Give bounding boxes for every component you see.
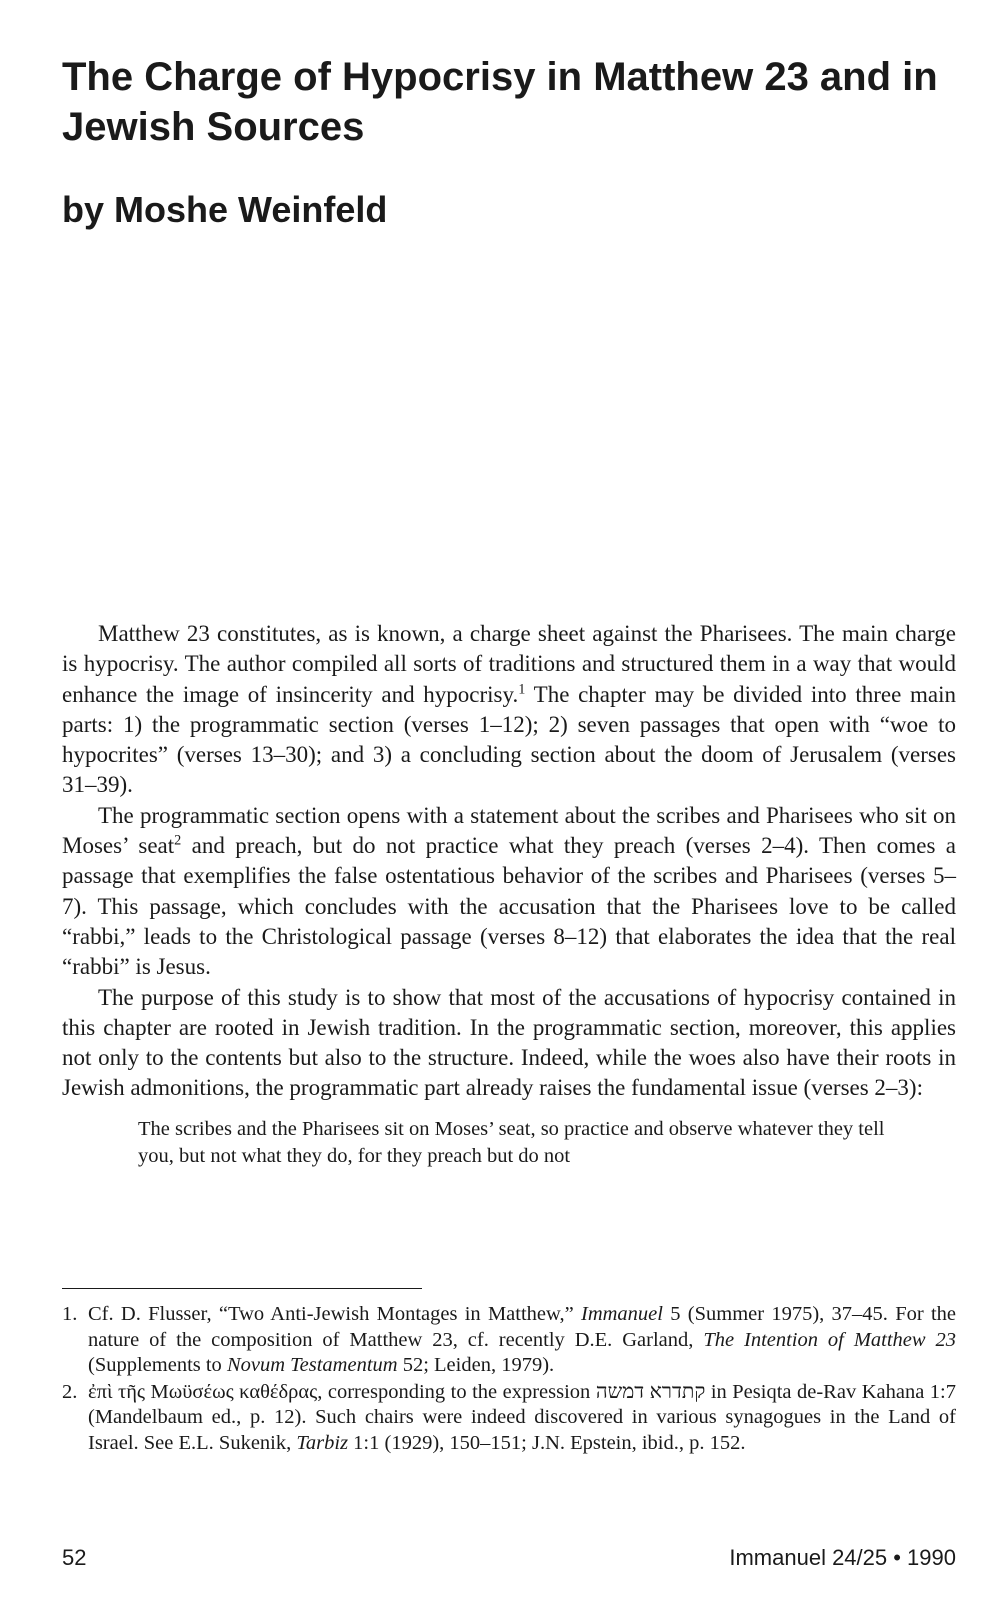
page-footer: [62, 1545, 956, 1571]
footnote-1-part: Cf. D. Flusser, “Two Anti-Jewish Montages in Matthew,”: [88, 1303, 581, 1325]
footnote-ref-1[interactable]: 1: [518, 680, 526, 697]
footnote-2: [62, 1380, 956, 1457]
footnote-divider: [62, 1288, 422, 1289]
paragraph-2-text-b: and preach, but do not practice what they preach (verses 2–4). Then comes a passage that exemplifies the false ostentatious behavior of the scribes and Pharisees (verses 5–7). This passage, which concludes with the accusation that the Pharisees love to be called “rabbi,” leads to the Christological passage (verses 8–12) that elaborates the idea that the real “rabbi” is Jesus.: [62, 833, 956, 980]
block-quote: The scribes and the Pharisees sit on Moses’ seat, so practice and observe whatever they tell you, but not what they do, for they preach but do not: [138, 1117, 885, 1167]
article-title: The Charge of Hypocrisy in Matthew 23 and in Jewish Sources: [62, 55, 938, 149]
paragraph-2: [62, 801, 956, 983]
footnote-1-italic-journal: Immanuel: [581, 1303, 663, 1325]
footnote-1-part: (Supplements to: [88, 1354, 227, 1376]
paragraph-1: [62, 619, 956, 801]
footnote-2-part: 1:1 (1929), 150–151; J.N. Epstein, ibid., p. 152.: [348, 1431, 746, 1454]
footnote-2-part: ἐπὶ τῆς Μωϋσέως καθέδρας, corresponding to the expression קתדרא דמשה in Pesiqta de-Rav Kahana 1:7 (Mandelbaum ed., p. 12). Such chairs were indeed discovered in various synagogues in the Land of Israel. See E.L. Sukenik,: [88, 1380, 956, 1454]
author-byline: by Moshe Weinfeld: [62, 189, 388, 230]
footnote-1-part: 5 (Summer 1975), 37–45. For the nature of the composition of Matthew 23, cf. recently D.E. Garland,: [88, 1303, 956, 1351]
paragraph-1-text-b: The chapter may be divided into three main parts: 1) the programmatic section (verses 1–12); 2) seven passages that open with “woe to hypocrites” (verses 13–30); and 3) a concluding section about the doom of Jerusalem (verses 31–39).: [62, 681, 956, 798]
footnote-2-text: [88, 1380, 956, 1457]
footnotes: [62, 1302, 956, 1457]
footnote-1: [62, 1302, 956, 1379]
footnote-2-number: 2.: [62, 1380, 78, 1403]
article-body: [62, 619, 956, 1170]
footnote-ref-2[interactable]: 2: [174, 832, 182, 849]
paragraph-2-text-a: The programmatic section opens with a statement about the scribes and Pharisees who sit on Moses’ seat: [62, 802, 956, 859]
footnote-2-italic-journal: Tarbiz: [296, 1431, 349, 1454]
footnote-1-part: 52; Leiden, 1979).: [397, 1354, 555, 1376]
paragraph-3: The purpose of this study is to show that most of the accusations of hypocrisy contained in this chapter are rooted in Jewish tradition. In the programmatic section, moreover, this applies not only to the contents but also to the structure. Indeed, while the woes also have their roots in Jewish admonitions, the programmatic part already raises the fundamental issue (verses 2–3):: [62, 984, 956, 1101]
footnote-1-text: [88, 1302, 956, 1379]
footnote-1-italic-series: Novum Testamentum: [226, 1354, 398, 1376]
page-number: 52: [62, 1545, 87, 1570]
footnote-1-italic-book: The Intention of Matthew 23: [703, 1328, 956, 1351]
paragraph-1-text-a: Matthew 23 constitutes, as is known, a charge sheet against the Pharisees. The main charge is hypocrisy. The author compiled all sorts of traditions and structured them in a way that would enhance the image of insincerity and hypocrisy.: [62, 621, 956, 707]
footnote-1-number: 1.: [62, 1303, 78, 1325]
journal-citation: Immanuel 24/25 • 1990: [729, 1545, 956, 1570]
